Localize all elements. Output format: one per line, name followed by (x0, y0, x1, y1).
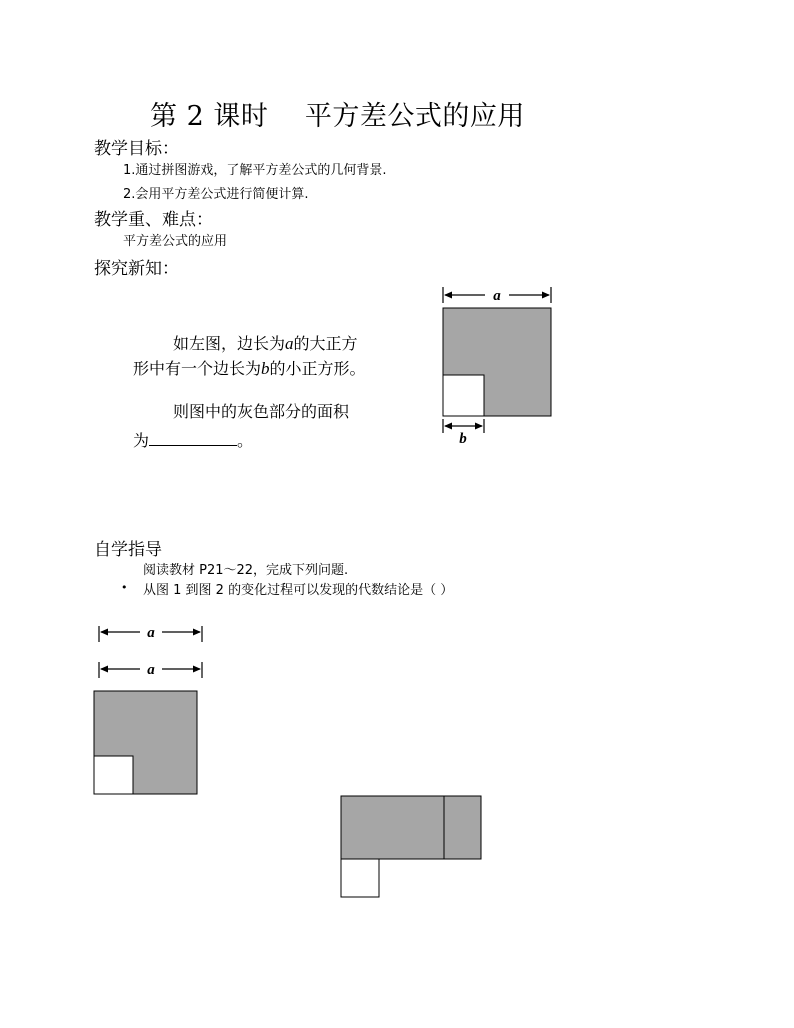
explore-paragraph-line1: 如左图，边长为a的大正方 (173, 334, 358, 353)
figure-1 (94, 625, 202, 794)
objective-item: 2.会用平方差公式进行简便计算. (123, 187, 309, 202)
objectives-heading: 教学目标： (94, 139, 179, 159)
self-study-line1: 阅读教材 P21～22，完成下列问题. (143, 563, 349, 578)
dimension-label-a: a (493, 288, 501, 304)
dimension-label-a: a (147, 625, 155, 641)
page-title: 第 2 课时 平方差公式的应用 (150, 101, 525, 132)
self-study-heading: 自学指导 (94, 540, 162, 560)
bullet-icon: • (121, 581, 128, 594)
gray-rectangle-left (341, 796, 444, 859)
explore-paragraph-line4: 为 。 (133, 431, 254, 450)
small-white-square (443, 375, 484, 416)
objective-item: 1.通过拼图游戏，了解平方差公式的几何背景. (123, 163, 387, 178)
explore-figure (443, 287, 551, 447)
small-white-square (94, 756, 133, 794)
key-points-heading: 教学重、难点： (94, 210, 213, 230)
variable-b: b (261, 359, 270, 378)
dimension-label-a: a (147, 662, 155, 678)
small-white-square (341, 859, 379, 897)
explore-heading: 探究新知： (94, 259, 179, 279)
explore-paragraph-line3: 则图中的灰色部分的面积 (173, 402, 350, 421)
gray-rectangle-right (444, 796, 481, 859)
dimension-label-b: b (459, 431, 467, 447)
self-study-line2: 从图 1 到图 2 的变化过程可以发现的代数结论是（ ） (143, 583, 454, 598)
figure-2 (341, 796, 481, 897)
variable-a: a (285, 334, 294, 353)
key-points-text: 平方差公式的应用 (123, 234, 228, 249)
explore-paragraph-line2: 形中有一个边长为b的小正方形。 (133, 359, 366, 378)
